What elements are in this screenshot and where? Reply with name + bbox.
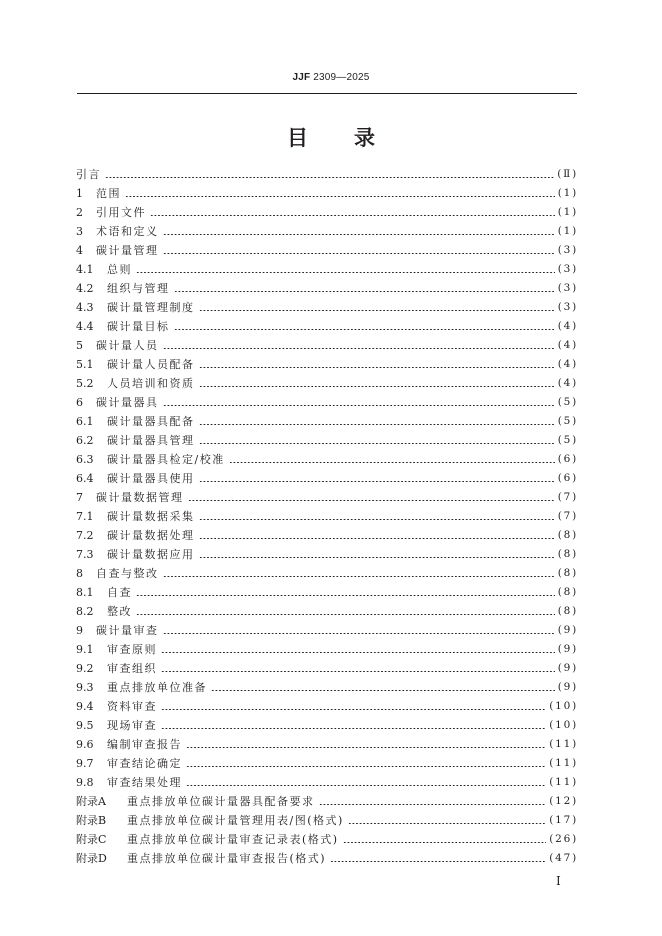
- toc-entry-title: 编制审查报告: [107, 738, 182, 751]
- toc-entry-title: 碳计量器具检定/校准: [107, 453, 225, 466]
- title-char-1: 目: [287, 125, 308, 150]
- toc-entry[interactable]: [76, 298, 578, 317]
- toc-dot-leader: [174, 329, 555, 330]
- toc-entry-title: 碳计量审查: [96, 624, 159, 637]
- toc-entry[interactable]: [76, 811, 578, 830]
- toc-dot-leader: [188, 500, 555, 501]
- toc-entry-number: 附录D: [76, 852, 107, 865]
- toc-entry-number: 7: [76, 491, 83, 504]
- toc-entry-page: (9): [557, 643, 578, 655]
- toc-entry-number: 9.2: [76, 662, 94, 675]
- toc-entry-number: 4: [76, 244, 83, 257]
- toc-entry-page: (12): [549, 795, 578, 807]
- toc-entry-number: 9.8: [76, 776, 94, 789]
- header-rule: [77, 93, 577, 94]
- toc-entry-title: 审查结果处理: [107, 776, 182, 789]
- toc-entry-title: 自查: [107, 586, 132, 599]
- toc-dot-leader: [125, 196, 555, 197]
- toc-entry-page: (5): [557, 415, 578, 427]
- toc-dot-leader: [199, 367, 555, 368]
- toc-entry-page: (26): [549, 833, 578, 845]
- toc-entry-title: 碳计量器具配备: [107, 415, 195, 428]
- toc-dot-leader: [161, 671, 555, 672]
- toc-entry[interactable]: [76, 241, 578, 260]
- toc-entry[interactable]: [76, 374, 578, 393]
- toc-entry-title: 碳计量目标: [107, 320, 170, 333]
- toc-dot-leader: [199, 386, 555, 387]
- title-char-2: 录: [354, 125, 375, 150]
- toc-entry-page: (Ⅱ): [557, 168, 578, 180]
- toc-entry-number: 4.4: [76, 320, 94, 333]
- toc-entry-title: 引言: [76, 168, 101, 181]
- toc-entry-title: 审查组织: [107, 662, 157, 675]
- toc-entry[interactable]: [76, 640, 578, 659]
- toc-entry-number: 4.2: [76, 282, 94, 295]
- toc-entry-number: 6: [76, 396, 83, 409]
- page-title: [0, 122, 662, 152]
- toc-entry[interactable]: [76, 336, 578, 355]
- toc-dot-leader: [199, 443, 555, 444]
- toc-entry[interactable]: [76, 412, 578, 431]
- toc-entry-number: 5: [76, 339, 83, 352]
- toc-entry-page: (8): [557, 586, 578, 598]
- toc-dot-leader: [319, 804, 547, 805]
- toc-entry-number: 8: [76, 567, 83, 580]
- toc-entry-number: 附录B: [76, 814, 107, 827]
- toc-entry-number: 2: [76, 206, 83, 219]
- toc-entry-title: 人员培训和资质: [107, 377, 195, 390]
- toc-entry-page: (3): [557, 282, 578, 294]
- toc-dot-leader: [174, 291, 555, 292]
- toc-entry-number: 7.1: [76, 510, 94, 523]
- toc-entry-title: 重点排放单位碳计量审查记录表(格式): [127, 833, 339, 846]
- toc-entry-page: (7): [557, 510, 578, 522]
- toc-entry-title: 碳计量管理: [96, 244, 159, 257]
- toc-entry[interactable]: [76, 222, 578, 241]
- toc-entry-title: 重点排放单位碳计量器具配备要求: [127, 795, 315, 808]
- toc-entry[interactable]: [76, 849, 578, 868]
- toc-dot-leader: [343, 842, 547, 843]
- toc-entry-number: 附录C: [76, 833, 107, 846]
- toc-entry[interactable]: [76, 279, 578, 298]
- toc-entry[interactable]: [76, 165, 578, 184]
- toc-entry-title: 碳计量器具使用: [107, 472, 195, 485]
- toc-entry-number: 3: [76, 225, 83, 238]
- toc-entry[interactable]: [76, 792, 578, 811]
- toc-entry-number: 6.4: [76, 472, 94, 485]
- toc-entry-title: 碳计量人员: [96, 339, 159, 352]
- toc-entry-page: (9): [557, 662, 578, 674]
- toc-dot-leader: [136, 614, 555, 615]
- toc-entry-number: 7.3: [76, 548, 94, 561]
- toc-entry[interactable]: [76, 260, 578, 279]
- toc-dot-leader: [199, 557, 555, 558]
- toc-entry-page: (3): [557, 301, 578, 313]
- toc-entry-title: 碳计量器具管理: [107, 434, 195, 447]
- toc-entry[interactable]: [76, 678, 578, 697]
- toc-entry-page: (10): [549, 700, 578, 712]
- toc-entry[interactable]: [76, 469, 578, 488]
- toc-dot-leader: [161, 709, 546, 710]
- toc-dot-leader: [186, 766, 546, 767]
- document-code-prefix: JJF: [292, 72, 311, 83]
- toc-entry[interactable]: [76, 697, 578, 716]
- toc-entry-page: (47): [549, 852, 578, 864]
- toc-dot-leader: [186, 747, 546, 748]
- toc-entry-number: 9.1: [76, 643, 94, 656]
- toc-dot-leader: [150, 215, 555, 216]
- toc-dot-leader: [199, 519, 555, 520]
- toc-dot-leader: [229, 462, 555, 463]
- document-code-header: [0, 72, 662, 83]
- toc-entry[interactable]: [76, 583, 578, 602]
- toc-dot-leader: [186, 785, 546, 786]
- toc-entry-page: (10): [549, 719, 578, 731]
- toc-dot-leader: [161, 652, 555, 653]
- toc-entry-number: 8.1: [76, 586, 94, 599]
- toc-entry-page: (4): [557, 358, 578, 370]
- toc-entry-number: 8.2: [76, 605, 94, 618]
- toc-entry-number: 1: [76, 187, 83, 200]
- toc-entry-page: (4): [557, 320, 578, 332]
- toc-entry-number: 5.1: [76, 358, 94, 371]
- toc-dot-leader: [163, 576, 555, 577]
- toc-entry-page: (5): [557, 434, 578, 446]
- toc-entry-page: (1): [557, 225, 578, 237]
- toc-entry-page: (1): [557, 187, 578, 199]
- toc-entry-title: 碳计量数据管理: [96, 491, 184, 504]
- toc-entry[interactable]: [76, 450, 578, 469]
- toc-entry-page: (4): [557, 339, 578, 351]
- toc-entry-title: 术语和定义: [96, 225, 159, 238]
- toc-dot-leader: [163, 348, 555, 349]
- toc-entry[interactable]: [76, 830, 578, 849]
- toc-entry-number: 附录A: [76, 795, 106, 808]
- toc-dot-leader: [136, 272, 555, 273]
- toc-entry[interactable]: [76, 545, 578, 564]
- toc-entry-title: 碳计量管理制度: [107, 301, 195, 314]
- toc-entry-title: 范围: [96, 187, 121, 200]
- toc-entry-number: 4.3: [76, 301, 94, 314]
- toc-entry-page: (11): [549, 776, 578, 788]
- toc-entry-page: (8): [557, 605, 578, 617]
- toc-entry-title: 碳计量数据应用: [107, 548, 195, 561]
- toc-dot-leader: [199, 481, 555, 482]
- toc-entry-page: (6): [557, 472, 578, 484]
- toc-dot-leader: [163, 405, 555, 406]
- toc-entry-number: 6.1: [76, 415, 94, 428]
- toc-entry-page: (3): [557, 263, 578, 275]
- toc-entry-number: 9.4: [76, 700, 94, 713]
- toc-entry-number: 7.2: [76, 529, 94, 542]
- toc-entry-title: 审查结论确定: [107, 757, 182, 770]
- toc-entry-title: 总则: [107, 263, 132, 276]
- toc-entry-number: 9.3: [76, 681, 94, 694]
- toc-entry-title: 重点排放单位准备: [107, 681, 207, 694]
- toc-entry-number: 9: [76, 624, 83, 637]
- toc-entry-title: 组织与管理: [107, 282, 170, 295]
- toc-entry[interactable]: [76, 317, 578, 336]
- toc-entry-title: 引用文件: [96, 206, 146, 219]
- toc-entry[interactable]: [76, 526, 578, 545]
- toc-entry-number: 9.6: [76, 738, 94, 751]
- toc-dot-leader: [163, 633, 555, 634]
- toc-entry-page: (4): [557, 377, 578, 389]
- toc-entry-page: (9): [557, 681, 578, 693]
- toc-dot-leader: [199, 310, 555, 311]
- toc-entry-number: 6.3: [76, 453, 94, 466]
- toc-entry[interactable]: [76, 621, 578, 640]
- toc-entry-page: (17): [549, 814, 578, 826]
- toc-dot-leader: [348, 823, 546, 824]
- toc-entry-page: (8): [557, 529, 578, 541]
- toc-entry[interactable]: [76, 602, 578, 621]
- toc-dot-leader: [105, 177, 554, 178]
- toc-entry-page: (8): [557, 567, 578, 579]
- toc-entry-title: 碳计量器具: [96, 396, 159, 409]
- toc-entry-title: 整改: [107, 605, 132, 618]
- toc-entry-page: (11): [549, 757, 578, 769]
- page-number: I: [556, 874, 561, 888]
- toc-entry[interactable]: [76, 393, 578, 412]
- toc-entry[interactable]: [76, 355, 578, 374]
- toc-entry-title: 现场审查: [107, 719, 157, 732]
- toc-entry[interactable]: [76, 773, 578, 792]
- toc-entry-page: (8): [557, 548, 578, 560]
- toc-entry-page: (9): [557, 624, 578, 636]
- toc-entry[interactable]: [76, 184, 578, 203]
- toc-entry-title: 碳计量数据采集: [107, 510, 195, 523]
- toc-dot-leader: [136, 595, 555, 596]
- toc-entry[interactable]: [76, 716, 578, 735]
- toc-entry[interactable]: [76, 431, 578, 450]
- toc-entry[interactable]: [76, 754, 578, 773]
- toc-entry-page: (7): [557, 491, 578, 503]
- toc-entry[interactable]: [76, 735, 578, 754]
- toc-entry-title: 重点排放单位碳计量管理用表/图(格式): [127, 814, 344, 827]
- toc-entry-title: 资料审查: [107, 700, 157, 713]
- toc-entry-number: 5.2: [76, 377, 94, 390]
- toc-entry-title: 碳计量数据处理: [107, 529, 195, 542]
- document-code-number: 2309—2025: [310, 72, 370, 83]
- toc-entry-number: 4.1: [76, 263, 94, 276]
- toc-dot-leader: [161, 728, 546, 729]
- toc-dot-leader: [330, 861, 546, 862]
- toc-entry-number: 9.5: [76, 719, 94, 732]
- toc-entry-number: 9.7: [76, 757, 94, 770]
- toc-entry-title: 碳计量人员配备: [107, 358, 195, 371]
- toc-entry[interactable]: [76, 507, 578, 526]
- toc-entry[interactable]: [76, 659, 578, 678]
- toc-dot-leader: [199, 538, 555, 539]
- toc-entry-page: (11): [549, 738, 578, 750]
- toc-entry-page: (5): [557, 396, 578, 408]
- toc-dot-leader: [163, 234, 555, 235]
- toc-entry-title: 重点排放单位碳计量审查报告(格式): [127, 852, 327, 865]
- toc-entry-number: 6.2: [76, 434, 94, 447]
- toc-entry-page: (1): [557, 206, 578, 218]
- toc-entry-title: 审查原则: [107, 643, 157, 656]
- toc-dot-leader: [163, 253, 555, 254]
- toc-entry[interactable]: [76, 488, 578, 507]
- toc-entry-page: (6): [557, 453, 578, 465]
- table-of-contents: [76, 165, 578, 868]
- toc-dot-leader: [199, 424, 555, 425]
- toc-entry-page: (3): [557, 244, 578, 256]
- toc-entry[interactable]: [76, 564, 578, 583]
- toc-entry-title: 自查与整改: [96, 567, 159, 580]
- toc-dot-leader: [211, 690, 555, 691]
- toc-entry[interactable]: [76, 203, 578, 222]
